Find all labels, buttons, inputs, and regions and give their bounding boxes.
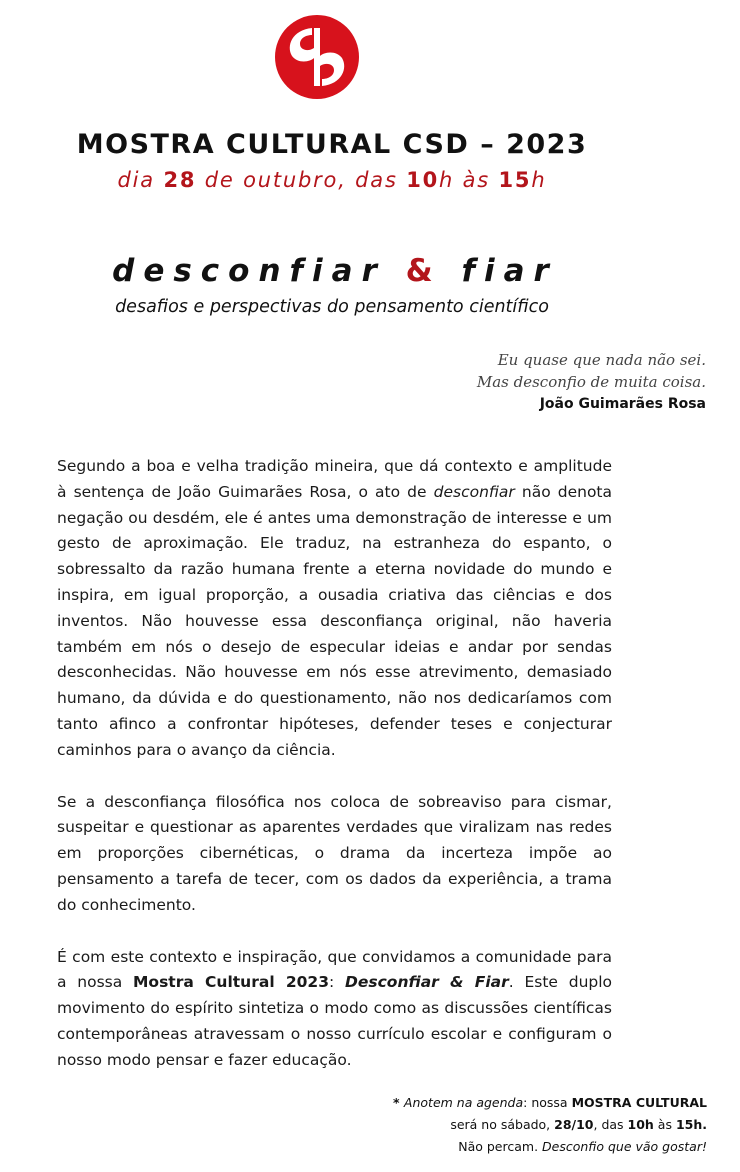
epigraph: [477, 349, 706, 415]
footnote: [393, 1092, 707, 1158]
epigraph-line-2: Mas desconfio de muita coisa.: [476, 373, 706, 391]
paragraph-3: É com este contexto e inspiração, que convidamos a comunidade para a nossa Mostra Cultural 2023: Desconfiar & Fiar. Este duplo movimento do espírito sintetiza o modo como as discussões científicas contemporâneas atravessam o nosso currículo escolar e configuram o nosso modo pensar e fazer educação.: [57, 947, 613, 1069]
event-date: dia 28 de outubro, das 10h às 15h: [117, 168, 547, 192]
epigraph-line-1: Eu quase que nada não sei.: [497, 351, 706, 369]
paragraph-1: Segundo a boa e velha tradição mineira, que dá contexto e amplitude à sentença de João Guimarães Rosa, o ato de desconfiar não denota negação ou desdém, ele é antes uma demonstração de interesse e um gesto de aproximação. Ele traduz, na estranheza do espanto, o sobressalto da razão humana frente a eterna novidade do mundo e inspira, em igual proporção, a ousadia criativa das ciências e dos inventos. Não houvesse essa desconfiança original, não haveria também em nós o desejo de especular ideias e andar por sendas desconhecidas. Não houvesse em nós esse atrevimento, demasiado humano, da dúvida e do questionamento, não nos dedicaríamos com tanto afinco a confrontar hipóteses, defender teses e conjecturar caminhos para o avanço da ciência.: [57, 457, 612, 759]
body-text: [57, 454, 612, 1100]
theme-subtitle: desafios e perspectivas do pensamento científico: [115, 297, 549, 317]
page-title: MOSTRA CULTURAL CSD – 2023: [76, 129, 588, 160]
footnote-line-3: Não percam. Desconfio que vão gostar!: [458, 1139, 707, 1154]
epigraph-author: João Guimarães Rosa: [539, 396, 706, 412]
csd-logo-icon: [274, 14, 360, 100]
theme-title: desconfiar & fiar: [112, 253, 558, 289]
paragraph-2: Se a desconfiança filosófica nos coloca de sobreaviso para cismar, suspeitar e questionar as aparentes verdades que viralizam nas redes em proporções cibernéticas, o drama da incerteza impõe ao pensamento a tarefa de tecer, com os dados da experiência, a trama do conhecimento.: [57, 792, 612, 914]
footnote-line-2: será no sábado, 28/10, das 10h às 15h.: [450, 1117, 707, 1132]
footnote-line-1: * Anotem na agenda: nossa MOSTRA CULTURAL: [393, 1095, 707, 1110]
